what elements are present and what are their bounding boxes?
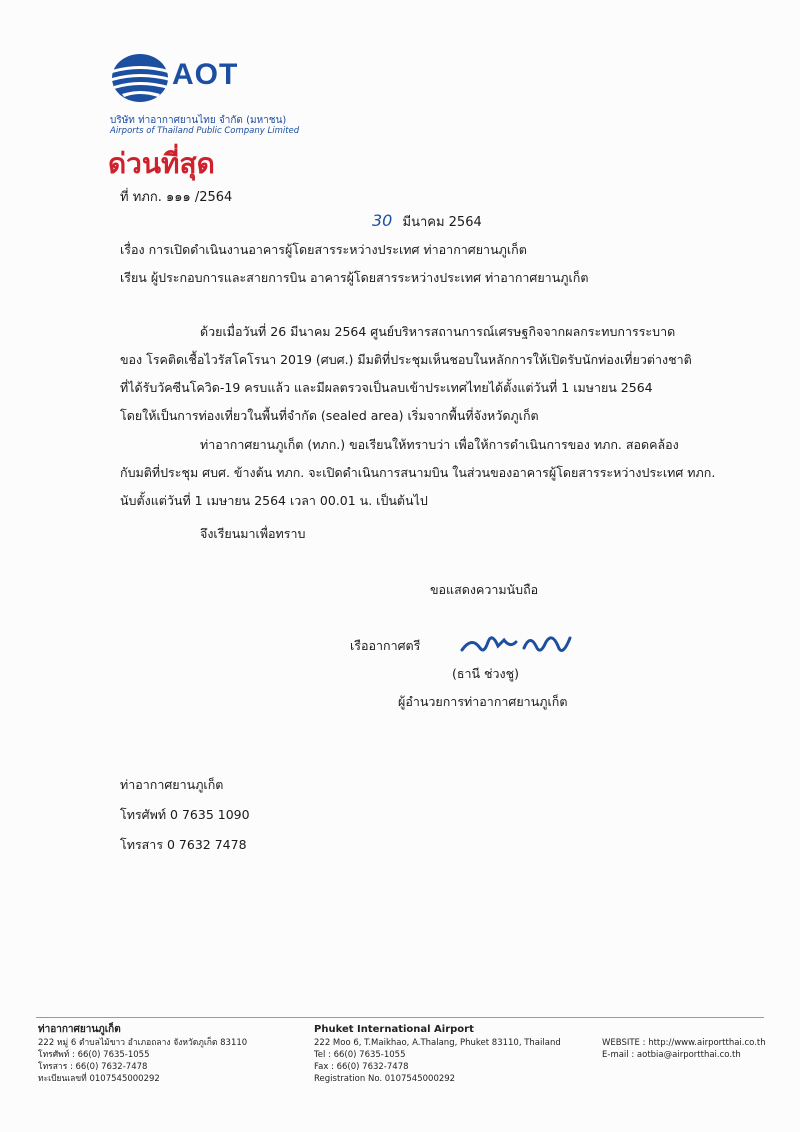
body-line: กับมติที่ประชุม ศบศ. ข้างต้น ทภก. จะเปิดดำเนินการสนามบิน ในส่วนของอาคารผู้โดยสารระหว่างประเทศ ทภก. — [120, 465, 716, 480]
signer-name: (ธานี ช่วงชู) — [452, 666, 520, 681]
footer-title: Phuket International Airport — [314, 1024, 474, 1035]
footer-title: ท่าอากาศยานภูเก็ต — [38, 1024, 121, 1035]
handwritten-signature — [458, 628, 578, 664]
footer-thai-address — [38, 1023, 247, 1085]
footer-line: Fax : 66(0) 7632-7478 — [314, 1062, 409, 1072]
footer-line: Registration No. 0107545000292 — [314, 1074, 456, 1084]
footer-line: 222 หมู่ 6 ตำบลไม้ขาว อำเภอถลาง จังหวัดภูเก็ต 83110 — [38, 1038, 248, 1048]
date-month-year: มีนาคม 2564 — [402, 215, 482, 230]
regards-text: ขอแสดงความนับถือ — [430, 582, 539, 597]
footer-divider — [36, 1017, 764, 1018]
signer-rank: เรืออากาศตรี — [350, 638, 421, 653]
letter-date — [372, 211, 482, 232]
body-line: นับตั้งแต่วันที่ 1 เมษายน 2564 เวลา 00.01 น. เป็นต้นไป — [120, 493, 428, 508]
footer-email: E-mail : aotbia@airportthai.co.th — [602, 1050, 741, 1060]
recipient-line: เรียน ผู้ประกอบการและสายการบิน อาคารผู้โดยสารระหว่างประเทศ ท่าอากาศยานภูเก็ต — [120, 270, 589, 285]
contact-phone: โทรศัพท์ 0 7635 1090 — [120, 807, 250, 822]
logo-wordmark: AOT — [172, 58, 239, 91]
footer-line: โทรศัพท์ : 66(0) 7635-1055 — [38, 1050, 150, 1060]
date-day: 30 — [372, 211, 393, 230]
closing-line: จึงเรียนมาเพื่อทราบ — [200, 526, 306, 541]
footer-line: 222 Moo 6, T.Maikhao, A.Thalang, Phuket 83110, Thailand — [314, 1038, 561, 1048]
urgent-stamp: ด่วนที่สุด — [108, 147, 215, 180]
footer-line: Tel : 66(0) 7635-1055 — [314, 1050, 406, 1060]
footer-line: ทะเบียนเลขที่ 0107545000292 — [38, 1074, 160, 1084]
contact-org: ท่าอากาศยานภูเก็ต — [120, 777, 224, 792]
company-name-thai: บริษัท ท่าอากาศยานไทย จำกัด (มหาชน) — [110, 115, 287, 126]
body-line: ของ โรคติดเชื้อไวรัสโคโรนา 2019 (ศบศ.) มีมติที่ประชุมเห็นชอบในหลักการให้เปิดรับนักท่องเที่ยวต่างชาติ — [120, 352, 692, 367]
document-number: ที่ ทภก. ๑๑๑ /2564 — [120, 190, 233, 205]
footer-website: WEBSITE : http://www.airportthai.co.th — [602, 1038, 766, 1048]
footer-line: โทรสาร : 66(0) 7632-7478 — [38, 1062, 148, 1072]
body-line: ที่ได้รับวัคซีนโควิด-19 ครบแล้ว และมีผลตรวจเป็นลบเข้าประเทศไทยได้ตั้งแต่วันที่ 1 เมษายน 2564 — [120, 380, 653, 395]
aot-logo — [108, 50, 278, 110]
footer-web-contact — [602, 1037, 766, 1061]
subject-line: เรื่อง การเปิดดำเนินงานอาคารผู้โดยสารระหว่างประเทศ ท่าอากาศยานภูเก็ต — [120, 242, 527, 257]
signer-position: ผู้อำนวยการท่าอากาศยานภูเก็ต — [398, 694, 568, 709]
footer-english-address — [314, 1023, 561, 1085]
aot-globe-icon — [108, 50, 178, 106]
body-line: โดยให้เป็นการท่องเที่ยวในพื้นที่จำกัด (sealed area) เริ่มจากพื้นที่จังหวัดภูเก็ต — [120, 408, 539, 423]
company-name-english: Airports of Thailand Public Company Limited — [110, 126, 300, 136]
body-line: ท่าอากาศยานภูเก็ต (ทภก.) ขอเรียนให้ทราบว่า เพื่อให้การดำเนินการของ ทภก. สอดคล้อง — [200, 437, 679, 452]
body-line: ด้วยเมื่อวันที่ 26 มีนาคม 2564 ศูนย์บริหารสถานการณ์เศรษฐกิจจากผลกระทบการระบาด — [200, 324, 676, 339]
contact-fax: โทรสาร 0 7632 7478 — [120, 837, 247, 852]
